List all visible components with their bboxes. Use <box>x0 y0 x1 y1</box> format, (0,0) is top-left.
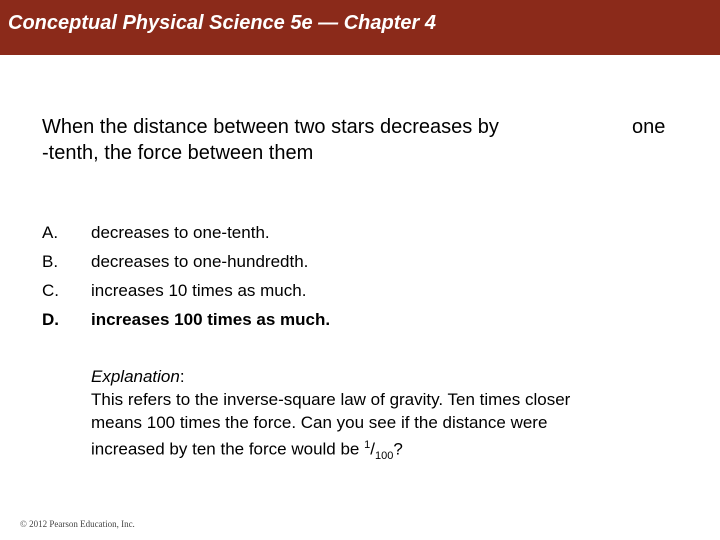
choice-text: increases 10 times as much. <box>91 281 307 300</box>
question-mark: ? <box>393 439 403 459</box>
choice-letter: D. <box>42 310 59 329</box>
question-line-2: -tenth, the force between them <box>42 142 314 164</box>
question-line-1-end: one <box>632 116 666 138</box>
title-bar <box>0 0 720 55</box>
copyright-footer: © 2012 Pearson Education, Inc. <box>20 519 135 529</box>
fraction-numerator: 1 <box>364 439 371 451</box>
choice-text: decreases to one-tenth. <box>91 223 270 242</box>
fraction-denominator: 100 <box>374 450 394 463</box>
explanation <box>91 365 570 468</box>
explanation-line-1: This refers to the inverse-square law of gravity. Ten times closer <box>91 390 571 409</box>
fraction-slash: / <box>370 439 375 459</box>
explanation-line-3 <box>91 434 570 468</box>
choice-text: decreases to one-hundredth. <box>91 252 309 271</box>
choice-letter: B. <box>42 252 59 271</box>
explanation-colon: : <box>179 367 185 386</box>
question-line-1: When the distance between two stars decreases by <box>42 116 499 138</box>
chapter-title: Conceptual Physical Science 5e — Chapter 4 <box>8 12 436 34</box>
choice-text: increases 100 times as much. <box>91 310 331 329</box>
choice-letter: C. <box>42 281 59 300</box>
explanation-line-3-text: increased by ten the force would be <box>91 439 365 459</box>
explanation-line-2: means 100 times the force. Can you see if the distance were <box>91 413 548 432</box>
explanation-label: Explanation <box>91 367 180 386</box>
choice-letter: A. <box>42 223 59 242</box>
explanation-heading <box>91 365 570 388</box>
